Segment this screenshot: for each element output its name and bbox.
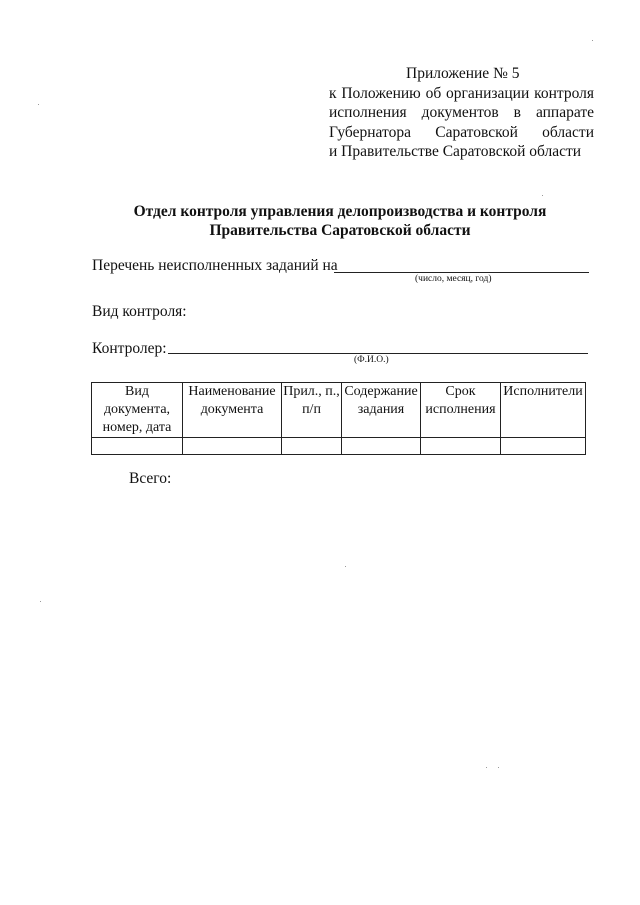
controller-underline [168, 353, 588, 354]
table-cell [421, 438, 501, 455]
total-label: Всего: [129, 470, 172, 487]
scan-speck [345, 566, 346, 567]
table-cell [92, 438, 183, 455]
table-cell [282, 438, 342, 455]
column-header: Вид документа, номер, дата [92, 383, 183, 438]
heading-line-2: Правительства Саратовской области [209, 222, 471, 239]
column-header: Прил., п., п/п [282, 383, 342, 438]
appendix-line-3: Губернатора Саратовской области [329, 123, 594, 141]
scan-speck [40, 601, 41, 602]
list-label: Перечень неисполненных заданий на [92, 257, 338, 274]
column-header: Срок исполнения [421, 383, 501, 438]
appendix-title: Приложение № 5 [406, 65, 520, 82]
heading-line-1: Отдел контроля управления делопроизводства и контроля [133, 203, 547, 220]
department-heading [90, 202, 590, 240]
table-cell [501, 438, 586, 455]
column-header: Наименование документа [183, 383, 282, 438]
controller-hint: (Ф.И.О.) [354, 355, 389, 365]
table-row [92, 438, 586, 455]
scan-speck [38, 104, 39, 105]
tasks-table [91, 382, 586, 455]
scan-speck [486, 767, 487, 768]
control-type-label: Вид контроля: [92, 303, 187, 320]
date-hint: (число, месяц, год) [415, 274, 492, 284]
scan-speck [592, 40, 593, 41]
table-header-row [92, 383, 586, 438]
controller-label: Контролер: [92, 340, 167, 357]
column-header: Содержание задания [342, 383, 421, 438]
appendix-line-4: и Правительстве Саратовской области [329, 143, 582, 160]
appendix-line-1: к Положению об организации контроля [329, 84, 594, 102]
scan-speck [498, 767, 499, 768]
scan-speck [542, 195, 543, 196]
appendix-note [329, 64, 594, 162]
appendix-line-2: исполнения документов в аппарате [329, 104, 594, 121]
table-cell [342, 438, 421, 455]
column-header: Исполнители [501, 383, 586, 438]
table-cell [183, 438, 282, 455]
date-underline [334, 272, 589, 273]
